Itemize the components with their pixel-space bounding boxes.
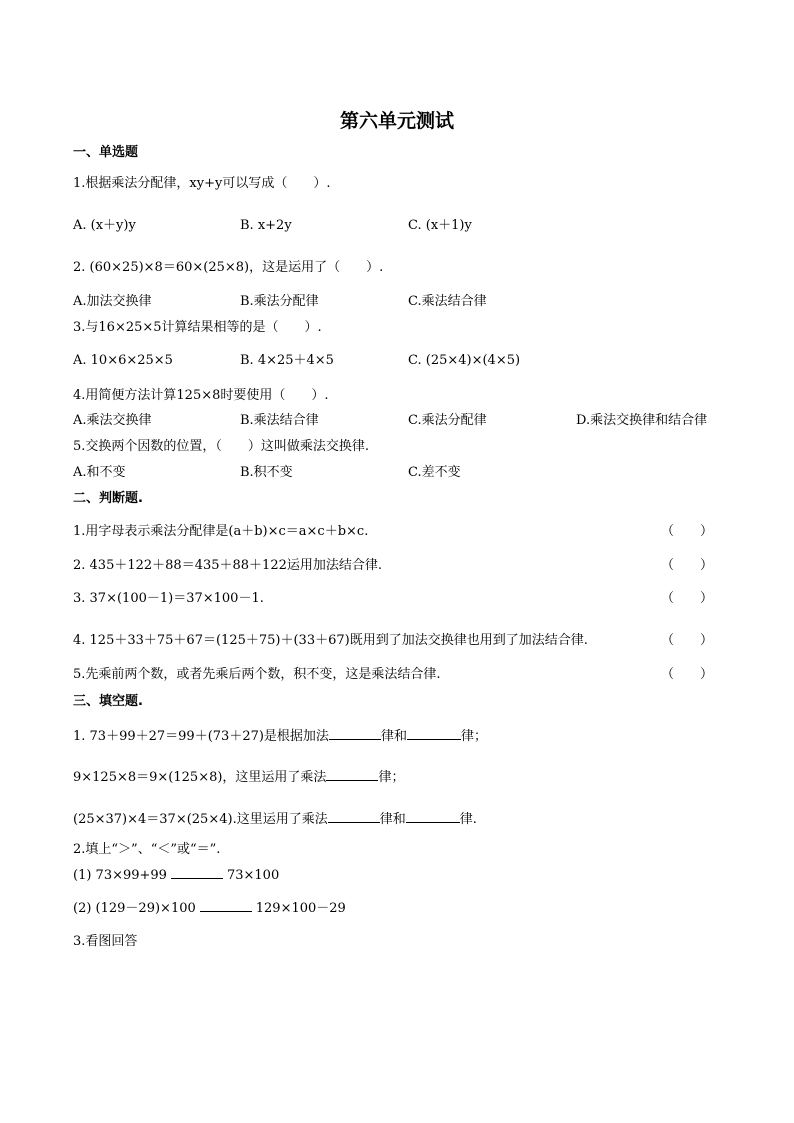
- section-heading-fill-blank: 三、填空题.: [73, 694, 143, 709]
- fill-2-item-2-right: 129×100－29: [255, 901, 346, 916]
- judge-5-text: 5.先乘前两个数，或者先乘后两个数，积不变，这是乘法结合律.: [73, 667, 441, 682]
- question-5-option-b[interactable]: B.积不变: [240, 465, 293, 480]
- fill-2-stem: 2.填上“＞”、“＜”或“＝”.: [73, 842, 221, 857]
- question-3-option-a[interactable]: A. 10×6×25×5: [73, 353, 173, 368]
- fill-1a-line: [73, 727, 487, 745]
- fill-1c-blank-1[interactable]: [328, 810, 380, 823]
- question-3-stem: 3.与16×25×5计算结果相等的是（ ）.: [73, 320, 322, 335]
- fill-1c-text-2: 律和: [379, 812, 406, 827]
- judge-2-answer-paren[interactable]: （ ）: [661, 558, 714, 573]
- question-4-option-a[interactable]: A.乘法交换律: [73, 413, 152, 428]
- judge-4-text: 4. 125＋33＋75＋67＝(125＋75)＋(33＋67)既用到了加法交换律也用到了加法结合律.: [73, 633, 588, 648]
- judge-4-answer-paren[interactable]: （ ）: [661, 633, 714, 648]
- fill-1c-text-3: 律.: [459, 812, 477, 827]
- fill-1b-line: [73, 768, 404, 786]
- fill-1a-text-1: 1. 73＋99＋27＝99＋(73＋27)是根据加法: [73, 729, 329, 744]
- judge-3-answer-paren[interactable]: （ ）: [661, 591, 714, 606]
- page-title: 第六单元测试: [339, 110, 454, 132]
- question-5-option-a[interactable]: A.和不变: [73, 465, 126, 480]
- question-2-option-c[interactable]: C.乘法结合律: [408, 294, 487, 309]
- fill-2-item-2-left: (2) (129－29)×100: [73, 901, 196, 916]
- fill-1b-text-1: 9×125×8＝9×(125×8)，这里运用了乘法: [73, 770, 327, 785]
- judge-1-answer-paren[interactable]: （ ）: [661, 524, 714, 539]
- fill-1b-text-2: 律；: [378, 770, 405, 785]
- fill-3-stem: 3.看图回答: [73, 934, 138, 949]
- question-4-stem: 4.用简便方法计算125×8时要使用（ ）.: [73, 388, 329, 403]
- judge-3-text: 3. 37×(100－1)＝37×100－1.: [73, 591, 264, 606]
- section-heading-single-choice: 一、单选题: [73, 145, 139, 160]
- question-1-option-c[interactable]: C. (x＋1)y: [408, 218, 472, 233]
- judge-1-text: 1.用字母表示乘法分配律是(a＋b)×c＝a×c＋b×c.: [73, 524, 369, 539]
- question-2-option-a[interactable]: A.加法交换律: [73, 294, 152, 309]
- fill-1c-text-1: (25×37)×4＝37×(25×4).这里运用了乘法: [73, 812, 328, 827]
- question-1-option-a[interactable]: A. (x＋y)y: [73, 218, 136, 233]
- question-4-option-c[interactable]: C.乘法分配律: [408, 413, 487, 428]
- question-4-option-d[interactable]: D.乘法交换律和结合律: [576, 413, 708, 428]
- fill-2-item-1-blank[interactable]: [171, 866, 223, 879]
- question-2-stem: 2. (60×25)×8＝60×(25×8)，这是运用了（ ）.: [73, 260, 384, 275]
- question-3-option-b[interactable]: B. 4×25＋4×5: [240, 353, 334, 368]
- question-5-option-c[interactable]: C.差不变: [408, 465, 461, 480]
- question-5-stem: 5.交换两个因数的位置，（ ）这叫做乘法交换律.: [73, 439, 370, 454]
- question-2-option-b[interactable]: B.乘法分配律: [240, 294, 319, 309]
- question-1-option-b[interactable]: B. x+2y: [240, 218, 292, 233]
- fill-2-item-2-blank[interactable]: [200, 899, 252, 912]
- fill-2-item-1-left: (1) 73×99+99: [73, 868, 167, 883]
- fill-1c-blank-2[interactable]: [406, 810, 460, 823]
- fill-1a-blank-1[interactable]: [329, 727, 381, 740]
- fill-2-item-1-right: 73×100: [226, 868, 280, 883]
- fill-1b-blank-1[interactable]: [326, 768, 378, 781]
- judge-5-answer-paren[interactable]: （ ）: [661, 667, 714, 682]
- fill-2-item-2: [73, 899, 346, 917]
- fill-1a-blank-2[interactable]: [407, 727, 461, 740]
- question-3-option-c[interactable]: C. (25×4)×(4×5): [408, 353, 521, 368]
- fill-1a-text-2: 律和: [380, 729, 407, 744]
- section-heading-true-false: 二、判断题.: [73, 491, 143, 506]
- question-4-option-b[interactable]: B.乘法结合律: [240, 413, 319, 428]
- fill-2-item-1: [73, 866, 279, 884]
- fill-1c-line: [73, 810, 477, 828]
- judge-2-text: 2. 435＋122＋88＝435＋88＋122运用加法结合律.: [73, 558, 383, 573]
- fill-1a-text-3: 律；: [460, 729, 487, 744]
- question-1-stem: 1.根据乘法分配律，xy+y可以写成（ ）.: [73, 176, 331, 191]
